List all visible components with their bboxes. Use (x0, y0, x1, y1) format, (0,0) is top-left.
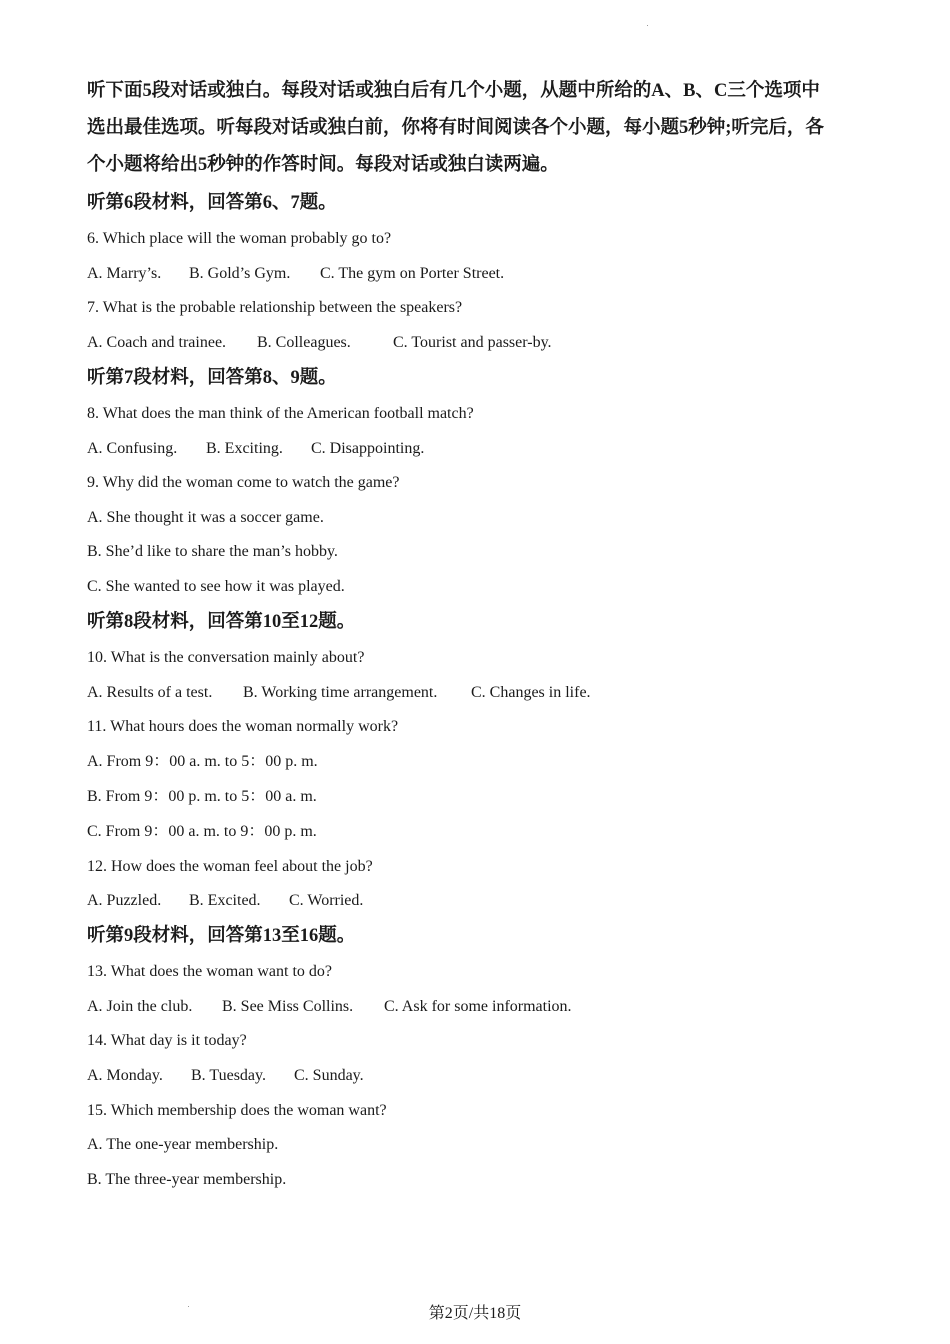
option: C. Worried. (289, 892, 364, 909)
option: A. Monday. (87, 1067, 163, 1084)
option: C. Changes in life. (471, 684, 591, 701)
option: A. Confusing. (87, 440, 178, 457)
question-stem: 10. What is the conversation mainly about? (87, 649, 365, 666)
question-options (87, 333, 552, 353)
instructions-line: 听下面5段对话或独白。每段对话或独白后有几个小题，从题中所给的A、B、C三个选项中 (87, 81, 820, 101)
option: B. Gold’s Gym. (189, 265, 291, 282)
option: A. Join the club. (87, 998, 193, 1015)
option: C. She wanted to see how it was played. (87, 578, 345, 595)
instructions-line: 选出最佳选项。听每段对话或独白前，你将有时间阅读各个小题，每小题5秒钟;听完后，各 (87, 118, 824, 138)
option: B. Colleagues. (257, 334, 351, 351)
option: B. Exciting. (206, 440, 283, 457)
page-number: 第2页/共18页 (428, 1305, 522, 1322)
option: A. She thought it was a soccer game. (87, 509, 324, 526)
option: C. From 9：00 a. m. to 9：00 p. m. (87, 823, 317, 840)
question-stem: 12. How does the woman feel about the job? (87, 858, 373, 875)
option: B. Excited. (189, 892, 261, 909)
option: A. Results of a test. (87, 684, 213, 701)
section-heading: 听第7段材料，回答第8、9题。 (87, 368, 337, 388)
option: B. She’d like to share the man’s hobby. (87, 543, 338, 560)
scan-mark (647, 25, 648, 26)
option: B. Tuesday. (191, 1067, 266, 1084)
question-stem: 13. What does the woman want to do? (87, 963, 332, 980)
option: A. Coach and trainee. (87, 334, 227, 351)
section-heading: 听第6段材料，回答第6、7题。 (87, 193, 337, 213)
option: C. Ask for some information. (384, 998, 572, 1015)
question-stem: 7. What is the probable relationship between the speakers? (87, 299, 463, 316)
option: B. See Miss Collins. (222, 998, 354, 1015)
option: A. Puzzled. (87, 892, 162, 909)
option: B. The three-year membership. (87, 1171, 287, 1188)
section-heading: 听第8段材料，回答第10至12题。 (87, 612, 356, 632)
option: A. The one-year membership. (87, 1136, 279, 1153)
question-options (87, 1066, 364, 1086)
question-options (87, 997, 572, 1017)
question-stem: 6. Which place will the woman probably go to? (87, 230, 392, 247)
option: B. Working time arrangement. (243, 684, 438, 701)
question-stem: 11. What hours does the woman normally work? (87, 718, 399, 735)
question-options (87, 264, 504, 284)
question-stem: 15. Which membership does the woman want? (87, 1102, 387, 1119)
option: A. From 9：00 a. m. to 5：00 p. m. (87, 753, 318, 770)
option: C. Disappointing. (311, 440, 425, 457)
question-options (87, 891, 363, 911)
question-options (87, 683, 591, 703)
section-heading: 听第9段材料，回答第13至16题。 (87, 926, 356, 946)
question-stem: 8. What does the man think of the American football match? (87, 405, 474, 422)
option: B. From 9：00 p. m. to 5：00 a. m. (87, 788, 317, 805)
option: C. Sunday. (294, 1067, 364, 1084)
instructions-line: 个小题将给出5秒钟的作答时间。每段对话或独白读两遍。 (87, 155, 559, 175)
question-options (87, 439, 424, 459)
option: A. Marry’s. (87, 265, 162, 282)
option: C. Tourist and passer-by. (393, 334, 552, 351)
question-stem: 9. Why did the woman come to watch the game? (87, 474, 400, 491)
question-stem: 14. What day is it today? (87, 1032, 247, 1049)
option: C. The gym on Porter Street. (320, 265, 505, 282)
